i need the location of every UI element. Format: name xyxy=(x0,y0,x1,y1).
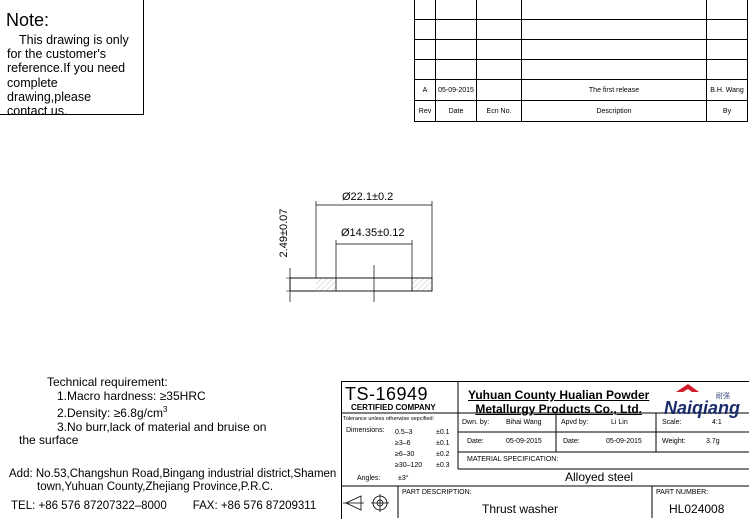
tech-item: 1.Macro hardness: ≥35HRC xyxy=(57,388,206,403)
weight-value: 3.7g xyxy=(706,438,720,445)
scale-value: 4:1 xyxy=(712,419,722,426)
date-value: 05-09-2015 xyxy=(506,438,542,445)
note-line: reference.If you need xyxy=(7,61,126,76)
note-line: contact us. xyxy=(7,104,68,119)
company-name xyxy=(468,388,649,416)
dimensions-label: Dimensions: xyxy=(346,427,385,434)
tol-value: ±0.1 xyxy=(436,440,450,447)
fax-text: FAX: +86 576 87209311 xyxy=(192,500,317,512)
tol-range: 0.5–3 xyxy=(395,429,413,436)
part-no-label: PART NUMBER: xyxy=(656,489,709,496)
dwn-by-label: Dwn. by: xyxy=(462,419,490,426)
note-line: for the customer's xyxy=(7,47,106,62)
tol-range: ≥3–6 xyxy=(395,440,411,447)
tel-text: TEL: +86 576 87207322–8000 xyxy=(11,500,167,512)
part-no-value: HL024008 xyxy=(669,502,725,516)
naiqiang-logo-cn: 耐强 xyxy=(716,393,730,400)
rev-header: Rev xyxy=(415,101,436,122)
tol-value: ±0.1 xyxy=(436,429,450,436)
date-label: Date: xyxy=(467,438,484,445)
tech-item: 3.No burr,lack of material and bruise on xyxy=(57,419,267,434)
tech-item: the surface xyxy=(19,433,79,447)
ts-16949-title: TS-16949 xyxy=(345,384,429,404)
apvd-by-value: Li Lin xyxy=(611,419,628,426)
dwn-by-value: Bihai Wang xyxy=(506,419,542,426)
tol-values xyxy=(436,427,450,471)
angles-label: Angles: xyxy=(357,475,381,482)
company-line: Yuhuan County Hualian Powder xyxy=(468,388,650,402)
naiqiang-logo: Naiqiang xyxy=(664,398,741,418)
tech-title: Technical requirement: xyxy=(47,375,168,389)
tolerance-note: Tolerance unless otherwise sepcified: xyxy=(343,416,435,422)
date2-label: Date: xyxy=(563,438,580,445)
part-desc-value: Thrust washer xyxy=(482,502,559,516)
certified-company: CERTIFIED COMPANY xyxy=(351,403,436,412)
date-cell: 05-09-2015 xyxy=(436,80,477,101)
part-desc-label: PART DESCRIPTION: xyxy=(402,489,472,496)
thickness-label: 2.49±0.07 xyxy=(278,208,290,258)
tol-value: ±0.2 xyxy=(436,451,450,458)
density-sup: 3 xyxy=(162,405,168,414)
material-value: Alloyed steel xyxy=(565,470,634,484)
angles-value: ±3° xyxy=(398,475,409,482)
ecn-header: Ecn No. xyxy=(477,101,522,122)
outer-diameter-label: Ø22.1±0.2 xyxy=(342,191,394,203)
rev-cell: A xyxy=(415,80,436,101)
date-header: Date xyxy=(436,101,477,122)
description-cell: The first release xyxy=(522,80,707,101)
weight-label: Weight: xyxy=(662,438,686,445)
note-line: This drawing is only xyxy=(19,33,129,47)
date2-value: 05-09-2015 xyxy=(606,438,642,445)
note-line: complete drawing,please xyxy=(7,75,92,104)
projection-symbol-icon xyxy=(343,494,389,512)
tol-range: ≥6–30 xyxy=(395,451,415,458)
apvd-by-label: Apvd by: xyxy=(561,419,589,426)
by-header: By xyxy=(707,101,748,122)
tol-range: ≥30–120 xyxy=(395,462,423,469)
address-line: Add: No.53,Changshun Road,Bingang industrial district,Shamen xyxy=(9,468,337,480)
tol-ranges xyxy=(395,427,422,471)
inner-diameter-label: Ø14.35±0.12 xyxy=(341,227,405,239)
company-line: Metallurgy Products Co., Ltd. xyxy=(475,402,643,416)
note-title: Note: xyxy=(6,10,50,30)
by-cell: B.H. Wang xyxy=(707,80,748,101)
material-label: MATERIAL SPECIFICATION: xyxy=(467,456,559,463)
address-line: town,Yuhuan County,Zhejiang Province,P.R.C. xyxy=(37,481,274,493)
scale-label: Scale: xyxy=(662,419,682,426)
logo-mark-icon xyxy=(676,384,699,392)
tol-value: ±0.3 xyxy=(436,462,450,469)
density-text: 2.Density: ≥6.8g/cm xyxy=(57,406,163,420)
description-header: Description xyxy=(522,101,707,122)
